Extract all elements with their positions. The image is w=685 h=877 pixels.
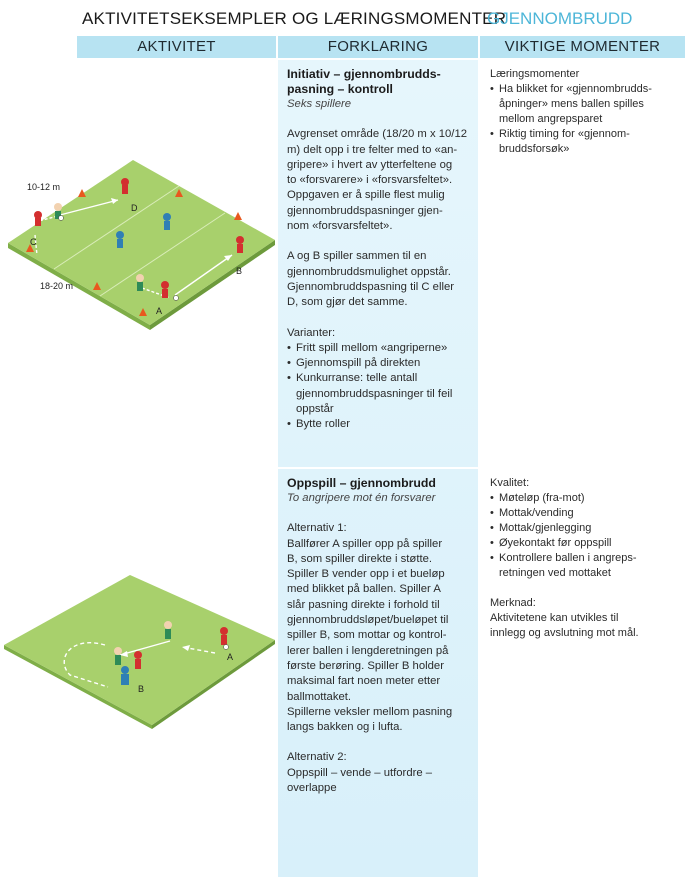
ball [59,216,64,221]
player-red [236,236,244,253]
list-item: • Gjennomspill på direkten [287,356,475,371]
alt1-line: første berøring. Spiller B holder [287,659,444,672]
player-label-b: B [236,266,243,276]
cone [234,212,242,220]
list-item: • Bytte roller [287,417,475,432]
column-header-key-points: VIKTIGE MOMENTER [480,36,685,58]
alt1-line: langs bakken og i lufta. [287,721,403,734]
alt1-line: slår pasning direkte i forhold til [287,598,440,611]
alt1-line: lerer ballen i lengderetningen på [287,644,449,657]
desc-line: gripere» i hvert av ytterfeltene og [287,158,453,171]
section1-title-line1: Initiativ – gjennombrudds- [287,67,441,81]
drill-diagram-2 [0,575,278,730]
alt1-line: Spillerne veksler mellom pasning [287,705,453,718]
list-item: • Mottak/gjenlegging [490,521,670,536]
column-header-activity: AKTIVITET [77,36,276,58]
key-points-list [490,82,670,157]
section1-subtitle: Seks spillere [287,98,352,110]
quality-list [490,491,670,581]
column-header-explanation: FORKLARING [278,36,478,58]
desc-line: Oppgaven er å spille flest mulig [287,189,445,202]
section2-key-points [490,476,670,641]
section1-key-points [490,67,670,157]
note-line: innlegg og avslutning mot mål. [490,627,639,639]
player-red [161,281,169,298]
alt2-line: Oppspill – vende – utfordre – [287,766,433,779]
player-label-b: B [138,684,145,694]
section1-explanation [287,67,475,433]
list-item: • Møteløp (fra-mot) [490,491,670,506]
variants-title: Varianter: [287,326,336,339]
ball [224,645,229,650]
desc-line: m) delt opp i tre felter med to «an- [287,143,458,156]
player-red [220,627,228,645]
quality-title: Kvalitet: [490,477,530,489]
desc-line: A og B spiller sammen til en [287,250,427,263]
section2-explanation [287,476,475,796]
desc-line: D, som gjør det samme. [287,296,408,309]
note-line: Aktivitetene kan utvikles til [490,612,619,624]
player-red [34,211,42,226]
alt1-line: med blikket på ballen. Spiller A [287,583,441,596]
alt1-line: B, som spiller direkte i støtte. [287,552,433,565]
player-green [164,621,172,639]
player-label-d: D [131,203,138,213]
list-item: • Øyekontakt før oppspill [490,536,670,551]
player-green [114,647,122,665]
desc-line: to «forsvarere» i «forsvarsfeltet». [287,174,453,187]
list-item: • Kontrollere ballen i angreps-retningen ved mottaket [490,551,670,581]
alt1-line: gjennombruddsløpet/bueløpet til [287,614,449,627]
alt1-line: maksimal fart noen meter etter [287,675,441,688]
list-item: • Kunkurranse: telle antall gjennombruddspasninger til feil oppstår [287,371,475,417]
alt2-title: Alternativ 2: [287,751,347,764]
player-red [121,178,129,194]
variants-list [287,341,475,433]
column-header-row [77,36,685,58]
desc-line: Avgrenset område (18/20 m x 10/12 [287,128,468,141]
desc-line: Gjennombruddspasning til C eller [287,280,455,293]
section2-title: Oppspill – gjennombrudd [287,476,436,490]
alt1-line: spiller B, som mottar og kontrol- [287,629,447,642]
player-red [134,651,142,669]
list-item: • Riktig timing for «gjennom-bruddsforsøk» [490,127,670,157]
section2-subtitle: To angripere mot én forsvarer [287,492,436,504]
alt2-line: overlappe [287,782,337,795]
alt1-title: Alternativ 1: [287,522,347,535]
note-title: Merknad: [490,597,536,609]
player-blue [163,213,171,230]
list-item: • Mottak/vending [490,506,670,521]
section1-title-line2: pasning – kontroll [287,82,393,96]
alt1-line: Spiller B vender opp i et bueløp [287,568,445,581]
row-divider [278,467,478,469]
list-item: • Fritt spill mellom «angriperne» [287,341,475,356]
player-green [136,274,144,291]
desc-line: gjennombruddspasninger gjen- [287,204,443,217]
alt1-line: ballmottaket. [287,690,352,703]
player-blue [121,666,129,685]
player-label-a: A [156,306,163,316]
desc-line: nom «forsvarsfeltet». [287,220,393,233]
dimension-label-top: 10-12 m [27,182,61,192]
alt1-line: Ballfører A spiller opp på spiller [287,537,443,550]
player-label-a: A [227,652,234,662]
dimension-label-left: 18-20 m [40,281,74,291]
player-label-c: C [30,237,37,247]
page-title-accent: GJENNOMBRUDD [487,9,633,28]
key-title: Læringsmomenter [490,68,580,80]
list-item: • Ha blikket for «gjennombrudds-åpninger» mens ballen spilles mellom angrepsparet [490,82,670,127]
desc-line: gjennombruddsmulighet oppstår. [287,265,451,278]
page-title: AKTIVITETSEKSEMPLER OG LÆRINGSMOMENTER [82,9,507,28]
player-blue [116,231,124,248]
title-bar [0,0,685,36]
ball [174,296,179,301]
